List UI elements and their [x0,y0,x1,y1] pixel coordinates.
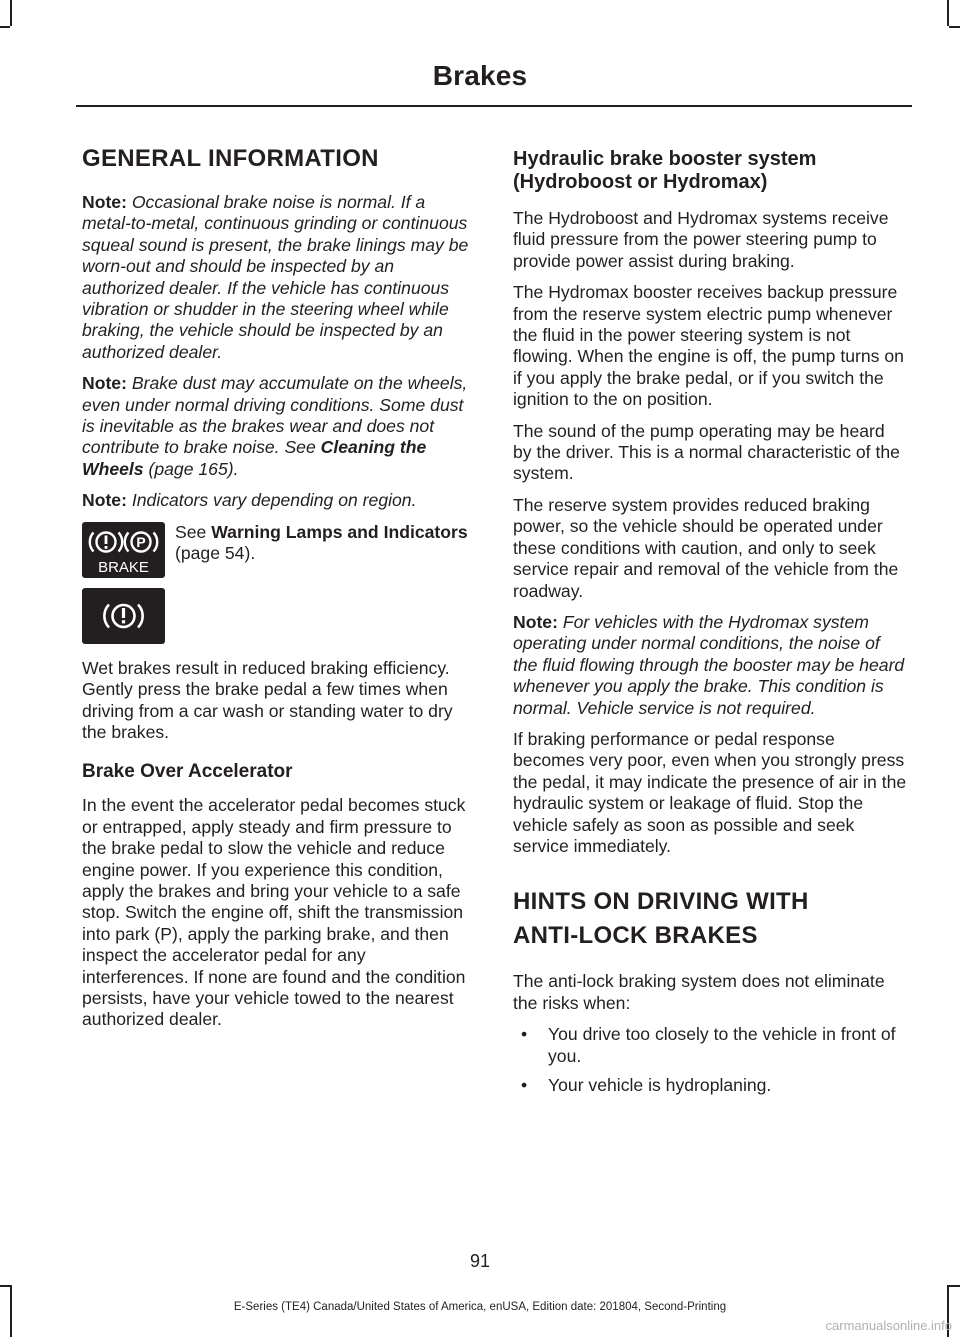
list-item-text: You drive too closely to the vehicle in front of you. [548,1024,896,1066]
braking-performance-paragraph: If braking performance or pedal response becomes very poor, even when you strongly press the pedal, it may indicate the presence of air in the hydraulic system or leakage of fluid. Stop the vehicle safely as soon as possible and seek service immediately. [513,728,907,856]
watermark: carmanualsonline.info [825,1318,952,1333]
page-reference: (page 54). [175,543,256,564]
header-divider [76,105,912,107]
link-cleaning-the-wheels[interactable]: Cleaning the Wheels [82,437,427,479]
page-number: 91 [469,1251,491,1271]
note-text: Indicators vary depending on region. [126,490,417,511]
note-label: Note: [82,373,127,394]
bullet-glyph: • [521,1075,528,1095]
wet-brakes-paragraph: Wet brakes result in reduced braking efficiency. Gently press the brake pedal a few times when driving from a car wash or standing water to dry the brakes. [82,657,453,742]
warning-lamp-reference [175,522,474,565]
crop-mark [10,0,12,26]
note-label: Note: [82,192,127,212]
section-title-general-information: GENERAL INFORMATION [82,145,379,172]
abs-section-title-line1: HINTS ON DRIVING WITH [513,888,809,916]
crop-mark [947,0,949,26]
note-hydromax-noise [513,612,907,719]
brake-system-warning-icon [82,588,165,644]
warning-lamp-row-2 [82,588,474,644]
list-item [513,1024,907,1067]
crop-mark [949,26,960,28]
pump-sound-paragraph: The sound of the pump operating may be heard by the driver. This is a normal characteristic of the system. [513,420,900,484]
list-item-text: Your vehicle is hydroplaning. [548,1075,772,1095]
note-text: For vehicles with the Hydromax system operating under normal conditions, the noise of the fluid flowing through the booster may be heard whenever you apply the brake. This condition is normal. Vehicle service is not required. [513,611,905,718]
list-item [513,1075,907,1096]
abs-risk-list [513,1024,907,1096]
reserve-system-paragraph: The reserve system provides reduced braking power, so the vehicle should be operated under these conditions with caution, and only to seek service repair and removal of the vehicle from the roadway. [513,494,899,601]
note-label: Note: [513,611,558,632]
note-indicators [82,490,474,511]
crop-mark [949,1285,960,1287]
page-reference: (page 165). [143,458,239,479]
edition-footer: E-Series (TE4) Canada/United States of America, enUSA, Edition date: 201804, Second-Printing [233,1301,727,1313]
brake-over-accelerator-paragraph: In the event the accelerator pedal becomes stuck or entrapped, apply steady and firm pressure to the brake pedal to slow the vehicle and reduce engine power. If you experience this condition, apply the brakes and bring your vehicle to a safe stop. Switch the engine off, shift the transmission into park (P), apply the parking brake, and then inspect the accelerator pedal for any interferences. If none are found and the condition persists, have your vehicle towed to the nearest authorized dealer. [82,795,466,1030]
bullet-glyph: • [521,1024,528,1045]
warning-lamp-row [82,522,474,578]
page-title: Brakes [432,60,528,91]
crop-mark [0,26,10,28]
note-brake-noise [82,192,474,363]
parking-p-glyph: P [136,533,146,550]
crop-mark [0,1285,10,1287]
note-label: Note: [82,490,127,511]
note-text: Brake dust may accumulate on the wheels, even under normal driving conditions. Some dust is inevitable as the brakes wear and does not contribute to brake noise. See [82,373,468,458]
hydromax-backup-paragraph: The Hydromax booster receives backup pressure from the reserve system electric pump whenever the fluid in the power steering system is not flowing. When the engine is off, the pump turns on if you apply the brake pedal, or if you switch the ignition to the on position. [513,282,904,410]
link-warning-lamps-and-indicators[interactable]: Warning Lamps and Indicators [211,521,468,542]
brake-warning-lamp-icon [82,522,165,578]
right-column [513,144,907,1104]
hydroboost-paragraph: The Hydroboost and Hydromax systems receive fluid pressure from the power steering pump to provide power assist during braking. [513,208,889,271]
brake-over-accelerator-title: Brake Over Accelerator [82,761,293,783]
see-text: See [175,521,212,542]
abs-section-title-line2: ANTI-LOCK BRAKES [513,922,758,950]
hydraulic-booster-title: Hydraulic brake booster system (Hydroboost or Hydromax) [513,148,817,193]
note-text: Occasional brake noise is normal. If a metal-to-metal, continuous grinding or continuous squeal sound is present, the brake linings may be worn-out and should be inspected by an authorized dealer. If the vehicle has continuous vibration or shudder in the steering wheel while braking, the vehicle should be inspected by an authorized dealer. [82,192,469,362]
brake-lamp-label: BRAKE [98,558,149,576]
note-brake-dust [82,373,474,480]
left-column [82,144,474,1041]
abs-intro-paragraph: The anti-lock braking system does not eliminate the risks when: [513,971,885,1013]
